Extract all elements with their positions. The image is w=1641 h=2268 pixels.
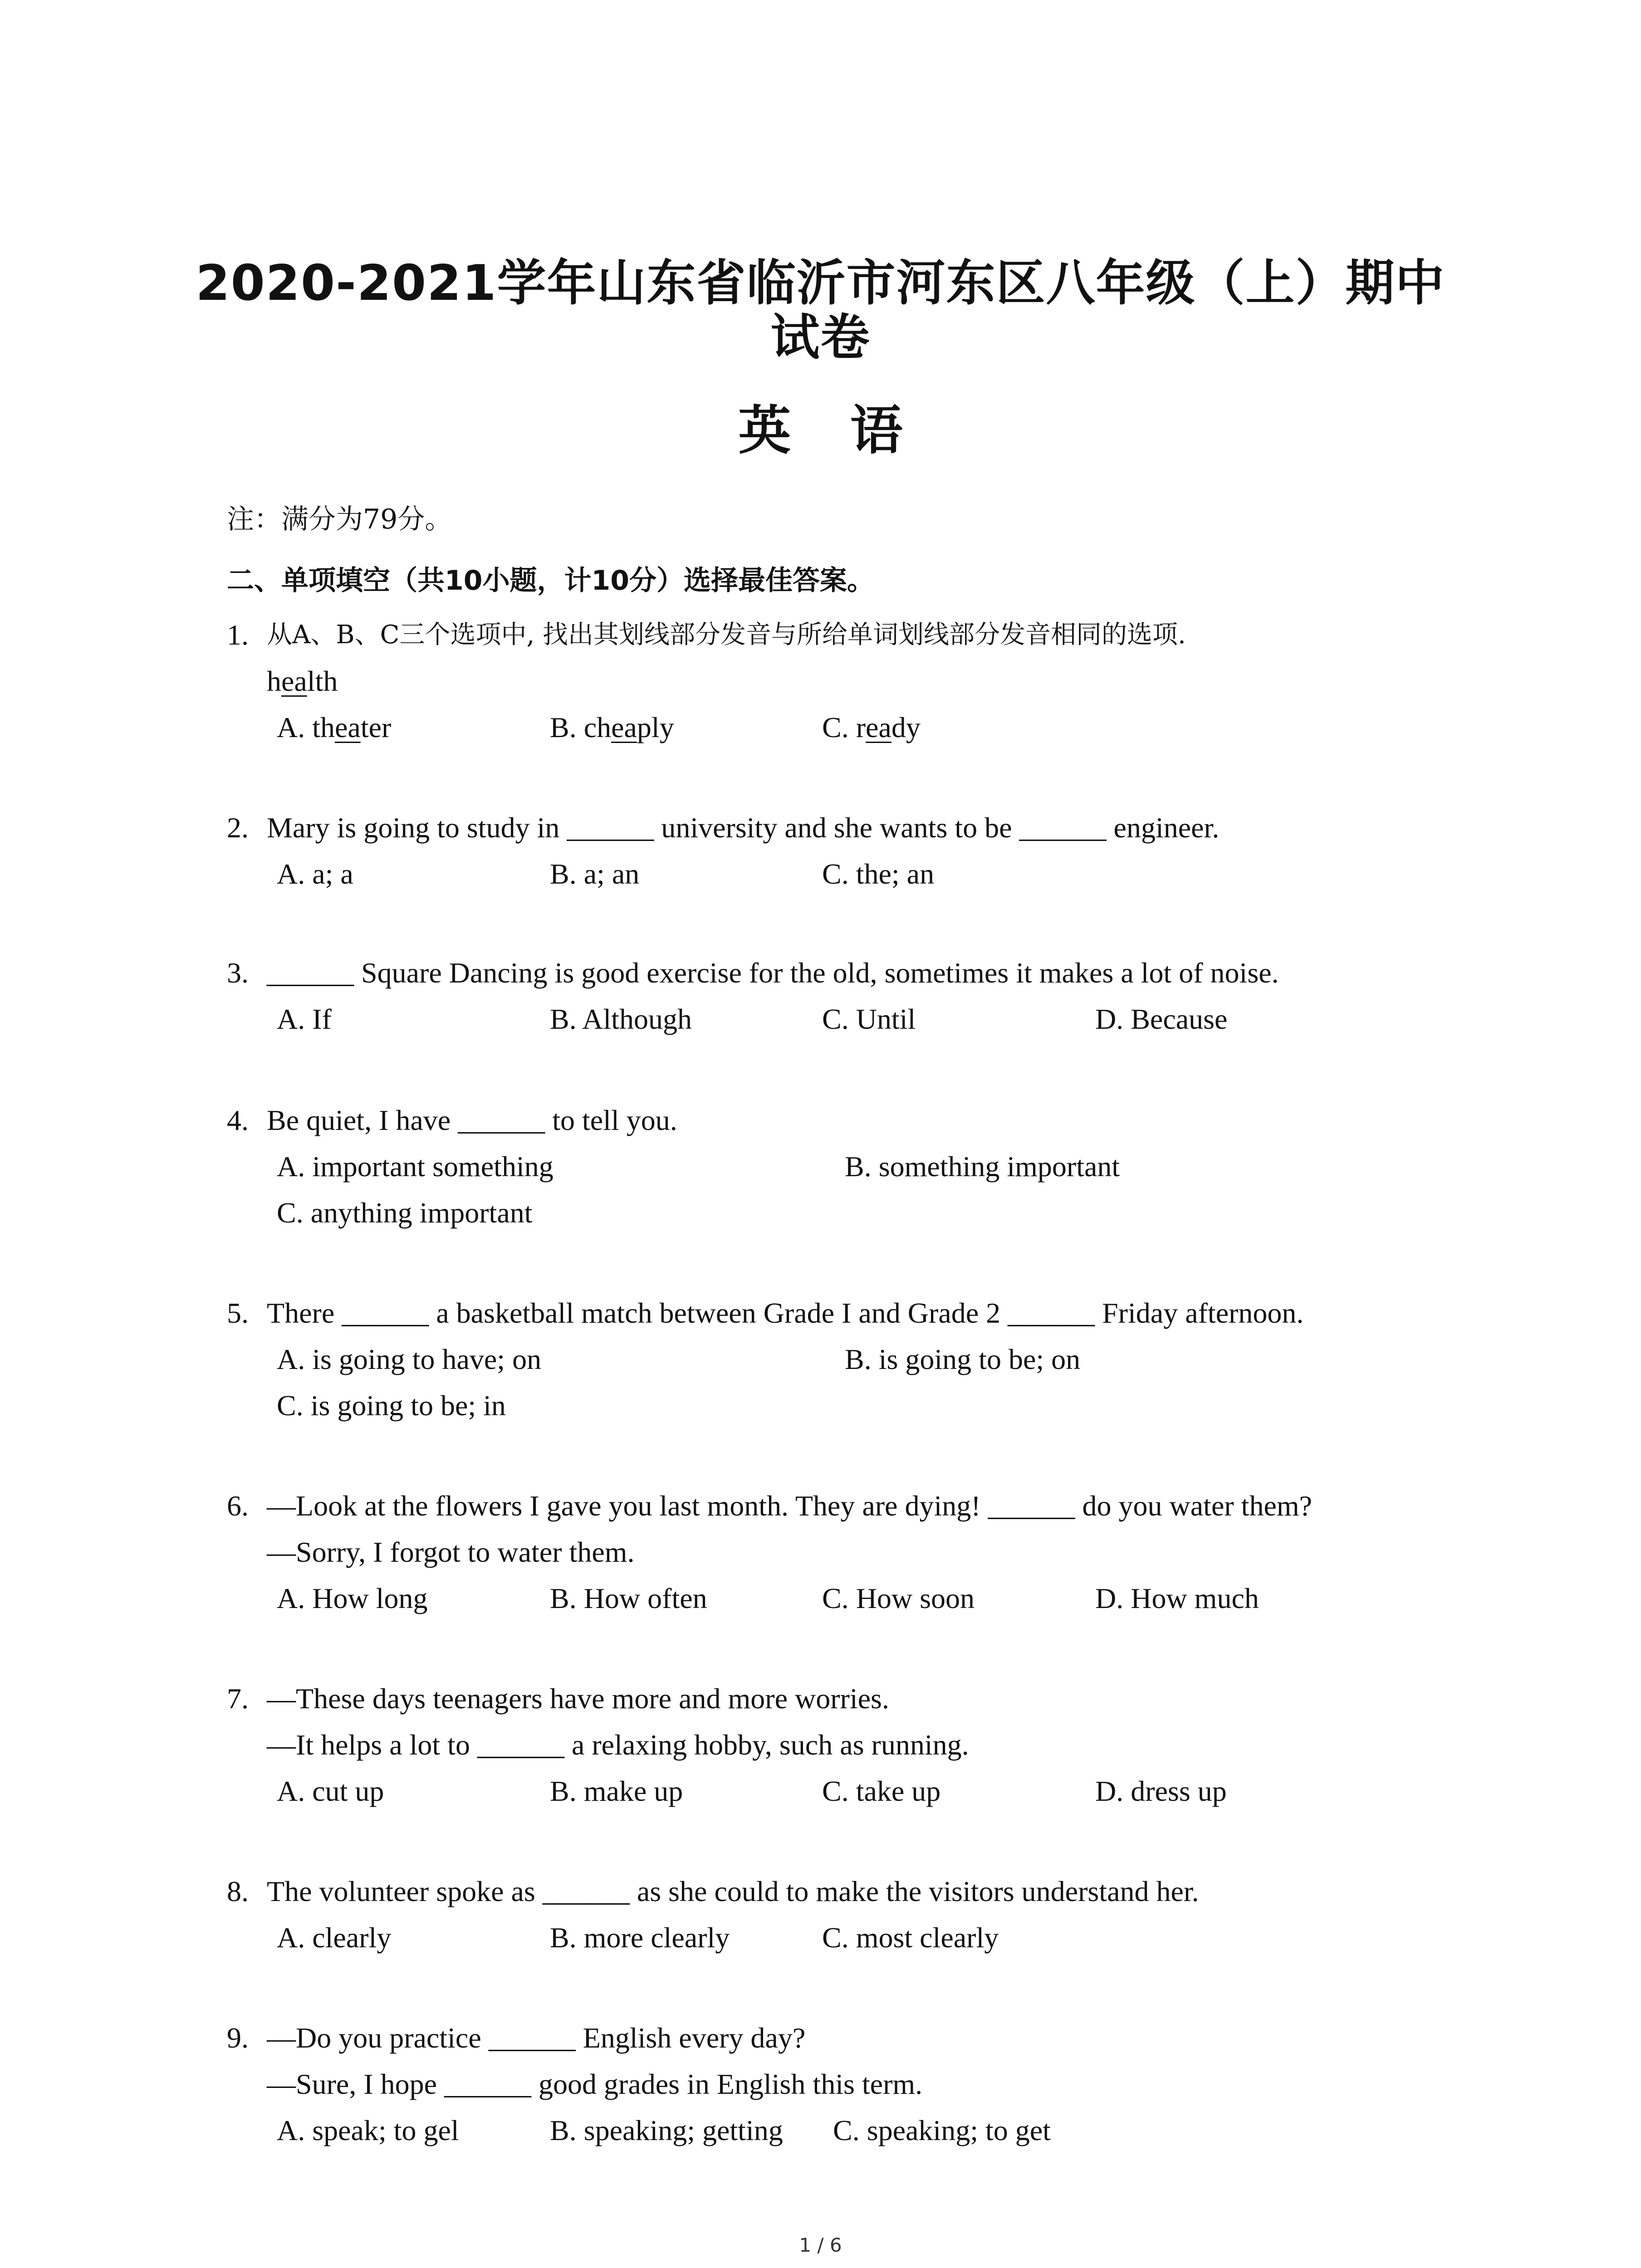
exam-title-line-2: 试卷 (770, 309, 871, 366)
question-stem: —Look at the flowers I gave you last month. They are dying! ______ do you water them? (267, 1490, 1313, 1522)
option-a[interactable]: A. clearly (277, 1921, 392, 1954)
question-number: 1. (227, 619, 249, 651)
exam-title-line-1: 2020-2021学年山东省临沂市河东区八年级（上）期中 (196, 255, 1445, 312)
option-c[interactable]: C. most clearly (822, 1921, 999, 1954)
option-a[interactable]: A. important something (277, 1150, 554, 1183)
option-b[interactable]: B. How often (550, 1582, 707, 1614)
question-stem-reply: —Sorry, I forgot to water them. (267, 1536, 635, 1568)
option-d[interactable]: D. How much (1095, 1582, 1259, 1614)
option-a[interactable]: A. cut up (277, 1775, 384, 1807)
page-indicator: 1 / 6 (799, 2234, 842, 2256)
option-d[interactable]: D. Because (1095, 1003, 1228, 1035)
option-a[interactable]: A. is going to have; on (277, 1343, 542, 1375)
score-note: 注：满分为79分。 (227, 503, 452, 535)
question-stem: There ______ a basketball match between Grade I and Grade 2 ______ Friday afternoon. (267, 1297, 1304, 1329)
question-stem-reply: —Sure, I hope ______ good grades in English this term. (267, 2068, 923, 2100)
question-number: 8. (227, 1875, 249, 1907)
question-number: 3. (227, 957, 249, 989)
option-b[interactable]: B. speaking; getting (550, 2114, 783, 2146)
option-b[interactable]: B. is going to be; on (845, 1343, 1081, 1375)
option-c[interactable]: C. speaking; to get (833, 2114, 1051, 2146)
option-a[interactable]: A. How long (277, 1582, 428, 1614)
question-stem-reply: —It helps a lot to ______ a relaxing hobby, such as running. (267, 1729, 969, 1761)
question-stem: The volunteer spoke as ______ as she could to make the visitors understand her. (267, 1875, 1199, 1907)
option-b[interactable]: B. cheaply (550, 711, 674, 743)
question-number: 9. (227, 2022, 249, 2054)
subject-heading: 英 语 (738, 400, 903, 461)
section-title: 二、单项填空（共10小题，计10分）选择最佳答案。 (227, 565, 874, 596)
option-a[interactable]: A. If (277, 1003, 332, 1035)
option-c[interactable]: C. ready (822, 711, 921, 743)
target-word: health (267, 665, 338, 697)
question-stem: Be quiet, I have ______ to tell you. (267, 1104, 677, 1136)
question-number: 2. (227, 811, 249, 844)
option-a[interactable]: A. theater (277, 711, 392, 743)
option-a[interactable]: A. speak; to gel (277, 2114, 459, 2146)
question-number: 7. (227, 1682, 249, 1715)
option-c[interactable]: C. the; an (822, 858, 935, 890)
option-b[interactable]: B. make up (550, 1775, 683, 1807)
question-stem: 从A、B、C三个选项中, 找出其划线部分发音与所给单词划线部分发音相同的选项. (267, 620, 1186, 650)
option-c[interactable]: C. take up (822, 1775, 941, 1807)
question-stem: —Do you practice ______ English every day? (267, 2022, 806, 2054)
option-c[interactable]: C. Until (822, 1003, 916, 1035)
option-d[interactable]: D. dress up (1095, 1775, 1227, 1807)
option-a[interactable]: A. a; a (277, 858, 353, 890)
question-number: 6. (227, 1490, 249, 1522)
option-c[interactable]: C. is going to be; in (277, 1389, 506, 1422)
question-number: 4. (227, 1104, 249, 1136)
option-b[interactable]: B. something important (845, 1150, 1120, 1183)
option-b[interactable]: B. a; an (550, 858, 640, 890)
question-stem: Mary is going to study in ______ university and she wants to be ______ engineer. (267, 811, 1220, 844)
question-stem: —These days teenagers have more and more worries. (267, 1682, 889, 1715)
question-number: 5. (227, 1297, 249, 1329)
option-c[interactable]: C. anything important (277, 1197, 533, 1229)
option-b[interactable]: B. more clearly (550, 1921, 730, 1954)
option-b[interactable]: B. Although (550, 1003, 692, 1035)
option-c[interactable]: C. How soon (822, 1582, 975, 1614)
question-stem: ______ Square Dancing is good exercise for the old, sometimes it makes a lot of noise. (267, 957, 1279, 989)
